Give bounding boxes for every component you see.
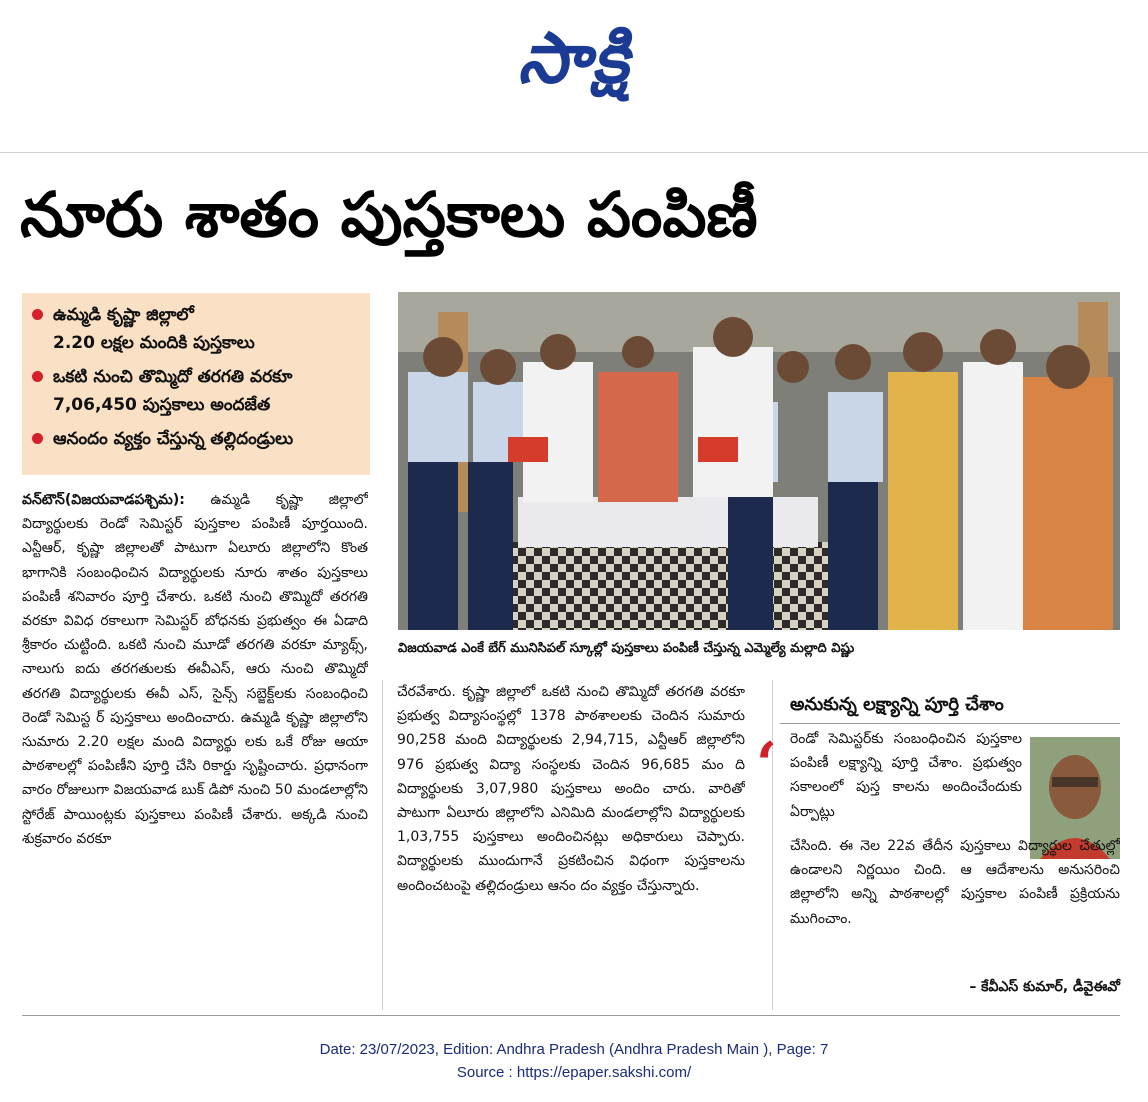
footer-source-link[interactable]: Source : https://epaper.sakshi.com/ (456, 1064, 692, 1081)
page-headline: నూరు శాతం పుస్తకాలు పంపిణీ (20, 178, 758, 251)
sakshi-logo: సాక్షి (517, 17, 631, 99)
photo-illustration (398, 292, 1120, 630)
footer-date-edition: Date: 23/07/2023, Edition: Andhra Pradesh (Andhra Pradesh Main ), Page: 7 (319, 1041, 829, 1058)
quote-mark-icon: ‘ (756, 730, 777, 800)
bullet-icon (32, 309, 43, 320)
article-column-1 (22, 488, 368, 1006)
article-column-2 (397, 680, 745, 1006)
bullet-icon (32, 371, 43, 382)
dateline: వన్‌టౌన్(విజయవాడపశ్చిమ): (22, 492, 185, 508)
article-body-2: చేరవేశారు. కృష్ణా జిల్లాలో ఒకటి నుంచి తొమ్మిదో తరగతి వరకూ ప్రభుత్వ విద్యాసంస్థల్లో 1378 పాఠశాలలకు చెందిన సుమారు 90,258 మంది విద్యార్థులకు 2,94,715, ఎన్టీఆర్ జిల్లాలోని 976 ప్రభుత్వ విద్యా సంస్థలకు చెందిన 96,685 మం ది విద్యార్థులకు 3,07,980 పుస్తకాలు అందిం చారు. వారితో పాటుగా ఏలూరు జిల్లాలోని ఎనిమిది మండలాల్లోని విద్యార్థులకు 1,03,755 పుస్తకాలు అందించినట్లు అధికారులు చెప్పారు. విద్యార్థులకు ముందుగానే ప్రకటించిన విధంగా పుస్తకాలను అందించటంపై తల్లిదండ్రులు ఆనం దం వ్యక్తం చేస్తున్నారు. (397, 684, 745, 894)
highlights-box (22, 293, 370, 475)
quote-signoff: – కేవీఎస్ కుమార్, డీవైఈవో (969, 979, 1120, 995)
highlight-item (32, 301, 360, 357)
quote-text-top: రెండో సెమిస్టర్‌కు సంబంధించిన పుస్తకాల పంపిణీ లక్ష్యాన్ని పూర్తి చేశాం. ప్రభుత్వం సకాలంలో పుస్త కాలను అందించేందుకు ఏర్పాట్లు (790, 731, 1022, 820)
box-title-rule (780, 723, 1120, 724)
highlight-text: ఒకటి నుంచి తొమ్మిదో తరగతి వరకూ 7,06,450 పుస్తకాలు అందజేత (53, 367, 293, 415)
article-body-1: ఉమ్మడి కృష్ణా జిల్లాలో విద్యార్థులకు రెండో సెమిస్టర్ పుస్తకాల పంపిణీ పూర్తయింది. ఎన్టీఆర్, కృష్ణా జిల్లాలతో పాటుగా ఏలూరు జిల్లాలోని కొంత భాగానికి సంబంధించిన విద్యార్థులకు నూరు శాతం పుస్తకాలు పంపిణీ శనివారం పూర్తి చేశారు. ఒకటి నుంచి తొమ్మిదో తరగతి వరకూ వివిధ రకాలుగా సెమిస్టర్ బోధనకు ప్రభుత్వం ఈ ఏడాది శ్రీకారం చుట్టింది. ఒకటి నుంచి మూడో తరగతి వరకూ మ్యాథ్స్, నాలుగు ఐదు తరగతులకు ఈవీఎస్, ఆరు నుంచి తొమ్మిదో తరగతి విద్యార్థులకు ఈవీ ఎస్, సైన్స్ సబ్జెక్ట్‌లకు సంబంధించి రెండో సెమిస్ట ర్ పుస్తకాలు అందించారు. ఉమ్మడి కృష్ణా జిల్లాలోని సుమారు 2.20 లక్షల మంది విద్యార్థు లకు ఒకే రోజు ఆయా పాఠశాలల్లో పంపిణీని పూర్తి చేసి రికార్డు సృష్టించారు. ప్రధానంగా వారం రోజులుగా విజయవాడ బుక్ డిపో నుంచి 50 మండలాల్లోని స్టోరేజ్ పాయింట్లకు పుస్తకాలు పంపిణీ చేశారు. అక్కడి నుంచి శుక్రవారం వరకూ (22, 492, 368, 847)
page-footer (0, 1038, 1148, 1088)
column-divider (382, 680, 383, 1010)
masthead (0, 8, 1148, 108)
header-divider (0, 152, 1148, 153)
bullet-icon (32, 433, 43, 444)
news-photo (398, 292, 1120, 630)
footer-divider (22, 1015, 1120, 1016)
photo-caption: విజయవాడ ఎంకే బేగ్ మునిసిపల్ స్కూల్లో పుస్తకాలు పంపిణీ చేస్తున్న ఎమ్మెల్యే మల్లాది విష్ణు (398, 641, 855, 656)
highlight-text: ఆనందం వ్యక్తం చేస్తున్న తల్లిదండ్రులు (53, 429, 294, 449)
quote-box-title: అనుకున్న లక్ష్యాన్ని పూర్తి చేశాం (790, 694, 1004, 715)
highlight-item (32, 425, 360, 453)
quote-text-bottom: చేసింది. ఈ నెల 22వ తేదీన పుస్తకాలు విద్యార్థుల చేతుల్లో ఉండాలని నిర్ణయిం చింది. ఆ ఆదేశాలను అనుసరించి జిల్లాలోని అన్ని పాఠశాలల్లో పుస్తకాల పంపిణీ ప్రక్రియను ముగించాం. (790, 838, 1120, 927)
highlight-item (32, 363, 360, 419)
highlight-text: ఉమ్మడి కృష్ణా జిల్లాలో 2.20 లక్షల మందికి పుస్తకాలు (53, 305, 255, 353)
